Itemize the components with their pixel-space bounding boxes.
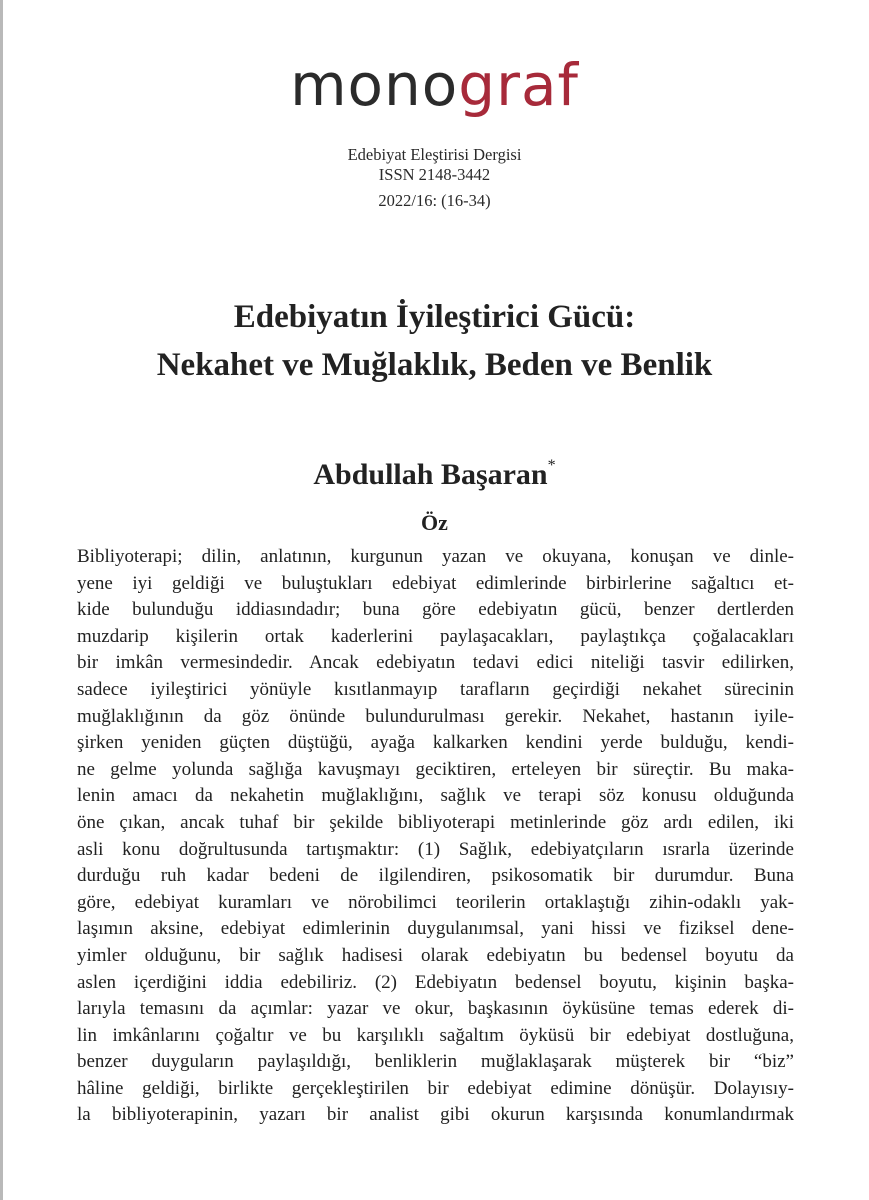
logo-text-graf: graf [458, 51, 579, 119]
journal-info [0, 145, 869, 211]
article-author [0, 455, 869, 495]
abstract-line: aslen içerdiğini iddia edebiliriz. (2) Edebiyatın bedensel boyutu, kişinin başka- [77, 971, 794, 993]
abstract-line: larıyla temasını da açımlar: yazar ve okur, başkasının öyküsüne temas ederek di- [77, 998, 794, 1020]
abstract-line: muzdarip kişilerin ortak kaderlerini paylaşacakları, paylaştıkça çoğalacakları [77, 625, 794, 647]
abstract-line: laşımın aksine, edebiyat edimlerinin duygulanımsal, yani hissi ve fiziksel dene- [77, 918, 794, 940]
journal-logo [0, 50, 869, 120]
abstract-line: la bibliyoterapinin, yazarı bir analist gibi okurun karşısında konumlandırmak [77, 1104, 794, 1126]
abstract-line: Bibliyoterapi; dilin, anlatının, kurgunun yazan ve okuyana, konuşan ve dinle- [77, 546, 794, 567]
abstract-line: ne gelme yolunda sağlığa kavuşmayı geciktiren, erteleyen bir süreçtir. Bu maka- [77, 758, 794, 780]
abstract-line: şirken yeniden güçten düştüğü, ayağa kalkarken kendini yerde bulduğu, kendi- [77, 732, 794, 754]
abstract-line: öne çıkan, ancak tuhaf bir şekilde bibliyoterapi metinlerinde göz ardı edilen, iki [77, 811, 794, 833]
journal-name: Edebiyat Eleştirisi Dergisi [347, 145, 522, 164]
abstract-line: lenin amacı da nekahetin muğlaklığını, sağlık ve terapi söz konusu olduğunda [77, 785, 794, 807]
abstract-line: asli konu doğrultusunda tartışmaktır: (1) Sağlık, edebiyatçıların ısrarla üzerinde [77, 838, 794, 860]
logo-text-mono: mono [290, 51, 459, 119]
abstract-line: durduğu ruh kadar bedeni de ilgilendiren, psikosomatik bir durumdur. Buna [77, 865, 794, 887]
abstract-line: kide bulunduğu iddiasındadır; buna göre edebiyatın gücü, benzer dertlerden [77, 599, 794, 621]
abstract-body [77, 544, 794, 1129]
abstract-heading: Öz [421, 510, 448, 535]
article-title-line-1: Edebiyatın İyileştirici Gücü: [233, 299, 636, 335]
abstract-line: hâline geldiği, birlikte gerçekleştirilen bir edebiyat edimine dönüşür. Dolayısıy- [77, 1077, 794, 1099]
abstract-line: lin imkânlarını çoğaltır ve bu karşılıklı sağaltım öyküsü bir edebiyat dostluğuna, [77, 1024, 794, 1046]
abstract-line: bir imkân vermesindedir. Ancak edebiyatın tedavi edici niteliği tasvir edilirken, [77, 652, 794, 674]
abstract-line: sadece iyileştirici yönüyle kısıtlanmayıp tarafların geçirdiği nekahet sürecinin [77, 678, 794, 700]
abstract-line: muğlaklığının da göz önünde bulundurulması gerekir. Nekahet, hastanın iyile- [77, 705, 794, 727]
journal-issue: 2022/16: (16-34) [378, 191, 491, 210]
abstract-line: göre, edebiyat kuramları ve nörobilimci teorilerin ortaklaştığı zihin-odaklı yak- [77, 891, 794, 913]
abstract-line: yimler olduğunu, bir sağlık hadisesi olarak edebiyatın bu bedensel boyutu da [77, 944, 794, 966]
author-name: Abdullah Başaran [313, 458, 548, 491]
article-title-line-2: Nekahet ve Muğlaklık, Beden ve Benlik [156, 347, 713, 383]
article-title [0, 293, 869, 389]
journal-issn: ISSN 2148-3442 [378, 165, 491, 184]
abstract-line: yene iyi geldiği ve buluştukları edebiyat edimlerinde birbirlerine sağaltıcı et- [77, 572, 794, 594]
abstract-line: benzer duyguların paylaşıldığı, benliklerin muğlaklaşarak müşterek bir “biz” [77, 1051, 794, 1073]
author-footnote-mark: * [547, 457, 556, 474]
